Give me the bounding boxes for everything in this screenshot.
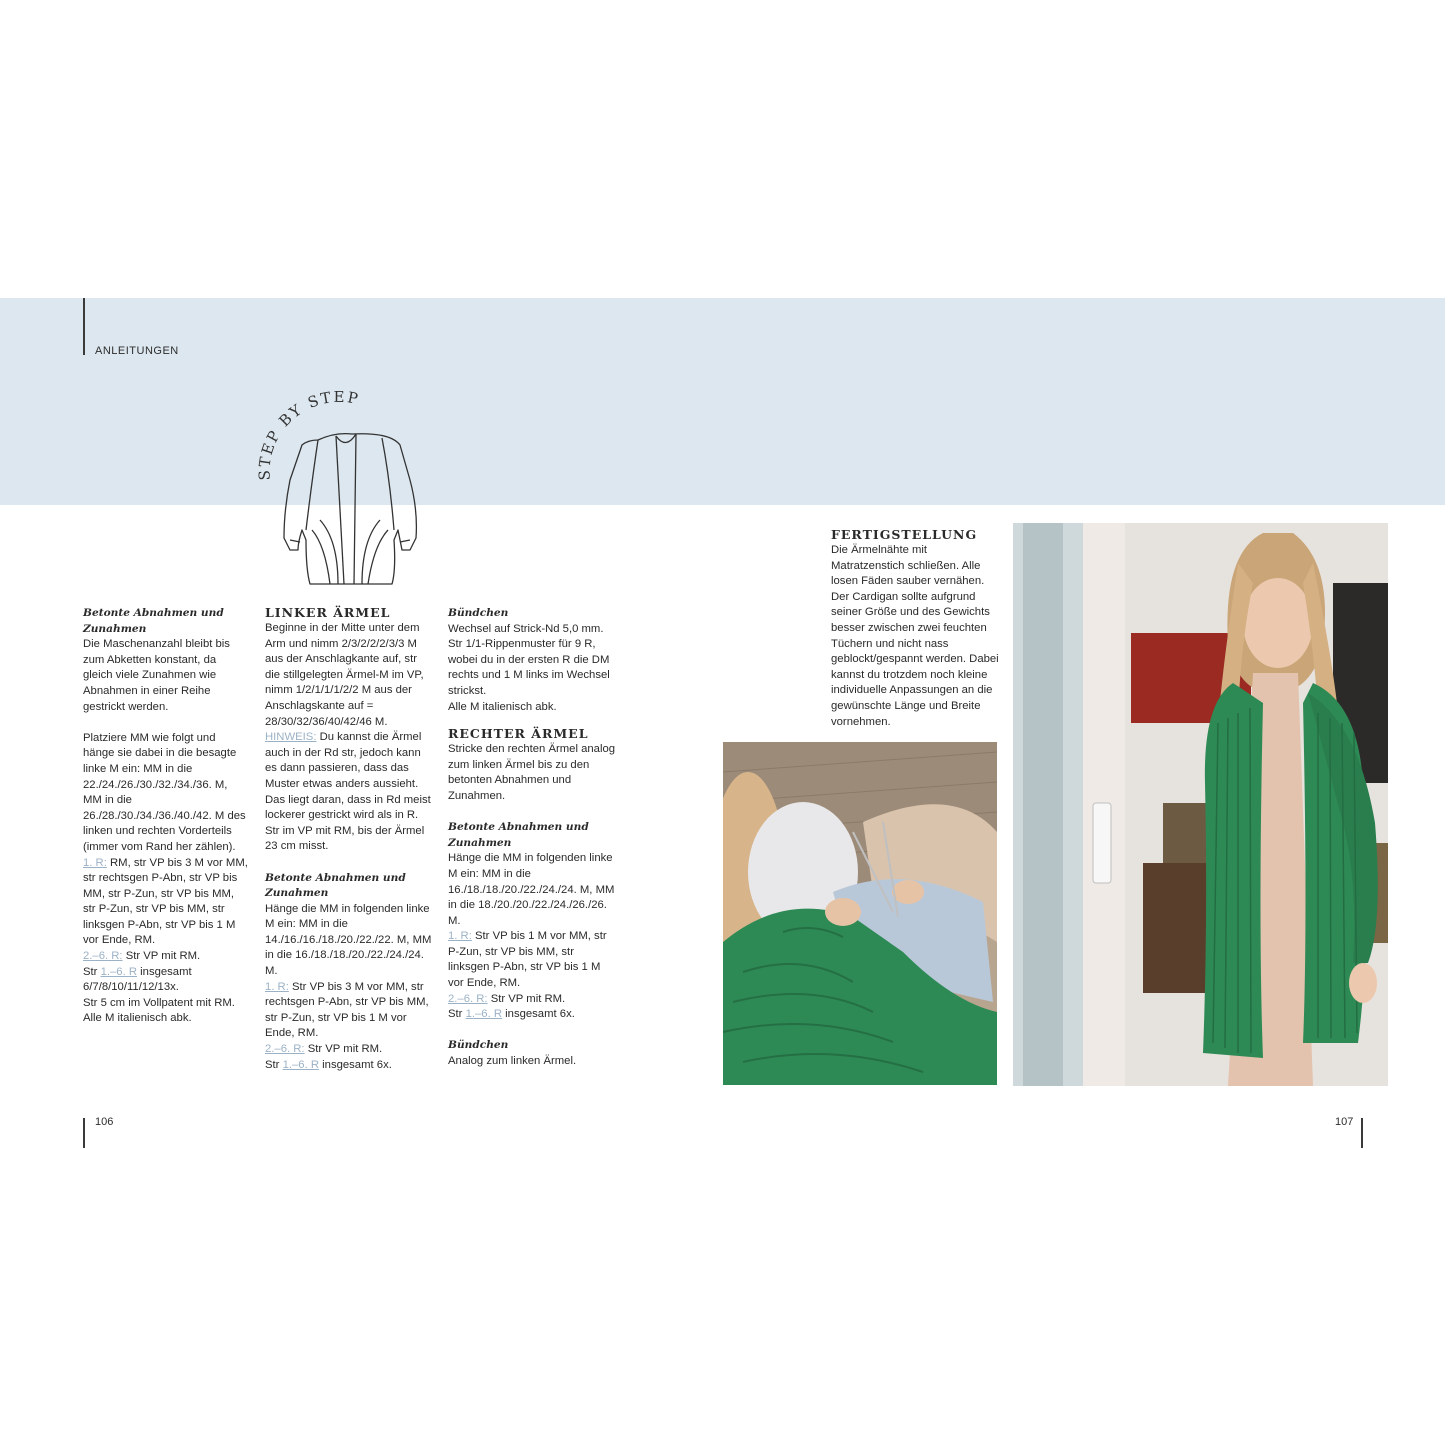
row-text: RM, str VP bis 3 M vor MM, str rechtsgen P-Abn, str VP bis MM, str P-Zun, str VP bis MM, str P-Zun, str VP bis MM, str linksgen P-Abn, str VP bis 1 M vor Ende, RM. <box>83 856 248 947</box>
row-text: Str <box>265 1058 283 1071</box>
column-3 <box>448 606 618 1070</box>
instruction-row <box>265 1042 433 1058</box>
paragraph: Str im VP mit RM, bis der Ärmel 23 cm misst. <box>265 824 425 853</box>
row-label: 2.–6. R: <box>83 950 123 963</box>
section-heading: FERTIGSTELLUNG <box>831 527 978 542</box>
page-number-left: 106 <box>95 1116 114 1128</box>
column-4 <box>831 526 1001 730</box>
section-heading: RECHTER ÄRMEL <box>448 726 589 742</box>
paragraph: Wechsel auf Strick-Nd 5,0 mm. <box>448 622 604 635</box>
row-text: Str VP mit RM. <box>122 950 201 963</box>
instruction-row <box>265 980 433 1042</box>
page-number-right: 107 <box>1335 1116 1354 1128</box>
instruction-row <box>83 856 248 950</box>
row-text: insgesamt 6x. <box>502 1008 575 1021</box>
model-photo <box>1013 523 1388 1086</box>
footer-rule-right <box>1361 1118 1363 1148</box>
instruction-row <box>448 929 618 991</box>
paragraph: Die Ärmelnähte mit Matratzenstich schließen. Alle losen Fäden sauber vernähen. Der Cardigan sollte aufgrund seiner Größe und des Gewichts besser zwischen zwei feuchten Tüchern und nicht nass geblockt/gespannt werden. Dabei kannst du trotzdem noch kleine individuelle Anpassungen an die gewünschte Länge und Breite vornehmen. <box>831 544 999 728</box>
column-2 <box>265 604 433 1073</box>
paragraph: Alle M italienisch abk. <box>83 1012 192 1025</box>
instruction-row <box>448 992 618 1008</box>
instruction-row <box>83 949 248 965</box>
subheading: Bündchen <box>448 1039 509 1052</box>
paragraph: Stricke den rechten Ärmel analog zum linken Ärmel bis zu den betonten Abnahmen und Zunahmen. <box>448 743 616 802</box>
row-text: Str VP mit RM. <box>304 1043 383 1056</box>
hint-paragraph <box>265 730 433 824</box>
row-label: 2.–6. R: <box>265 1043 305 1056</box>
row-text: Str <box>448 1008 466 1021</box>
section-rule <box>83 298 85 355</box>
knitting-photo <box>723 742 997 1085</box>
row-text: Str VP bis 1 M vor MM, str P-Zun, str VP bis MM, str linksgen P-Abn, str VP bis 1 M vor Ende, RM. <box>448 930 607 990</box>
row-label: 1.–6. R <box>100 965 138 978</box>
instruction-row <box>265 1058 433 1074</box>
cardigan-sketch-icon <box>284 434 416 584</box>
row-text: Str <box>83 965 101 978</box>
paragraph: Platziere MM wie folgt und hänge sie dabei in die besagte linke M ein: MM in die 22./24./26./30./32./34./36. M, MM in die 26./28./30./34./36./40./42. M des linken und rechten Vorderteils (immer vom Rand her zählen). <box>83 731 246 853</box>
row-label: 1. R: <box>265 980 289 993</box>
row-label: 2.–6. R: <box>448 992 488 1005</box>
instruction-row <box>448 1007 618 1023</box>
subheading: Bündchen <box>448 607 509 619</box>
paragraph: Analog zum linken Ärmel. <box>448 1055 577 1068</box>
row-text: Str VP bis 3 M vor MM, str rechtsgen P-Abn, str VP bis MM, str P-Zun, str VP bis 1 M vor Ende, RM. <box>265 980 429 1040</box>
subheading: Betonte Abnahmen und Zunahmen <box>83 607 224 635</box>
hint-text: Du kannst die Ärmel auch in der Rd str, jedoch kann es dann passieren, dass das Muster etwas anders aussieht. Das liegt daran, dass in Rd meist lockerer gestrickt wird als in R. <box>265 731 431 822</box>
row-label: 1.–6. R <box>465 1008 503 1021</box>
section-label: ANLEITUNGEN <box>95 345 179 357</box>
instruction-row <box>83 965 248 996</box>
paragraph: Hänge die MM in folgenden linke M ein: MM in die 14./16./16./18./20./22./22. M, MM in die 16./18./18./20./22./24./24. M. <box>265 902 432 978</box>
step-by-step-illustration <box>240 380 430 590</box>
row-label: 1. R: <box>83 856 107 869</box>
hint-label: HINWEIS: <box>265 731 317 744</box>
step-by-step-badge: STEP BY STEP <box>255 387 362 481</box>
paragraph: Beginne in der Mitte unter dem Arm und nimm 2/3/2/2/2/3/3 M aus der Anschlagkante auf, str die stillgelegten Ärmel-M im VP, nimm 1/2/1/1/1/2/2 M aus der Anschlagskante auf = 28/30/32/36/40/42/46 M. <box>265 622 424 728</box>
paragraph: Hänge die MM in folgenden linke M ein: MM in die 16./18./18./20./22./24./24. M, MM in die 18./20./20./22./24./26./26. M. <box>448 852 615 927</box>
section-heading: LINKER ÄRMEL <box>265 605 391 620</box>
paragraph: Str 5 cm im Vollpatent mit RM. <box>83 996 235 1009</box>
row-text: insgesamt 6x. <box>319 1058 392 1071</box>
row-label: 1.–6. R <box>282 1058 320 1071</box>
paragraph: Str 1/1-Rippenmuster für 9 R, wobei du in der ersten R die DM rechts und 1 M links im Wechsel strickst. <box>448 638 610 697</box>
header-band <box>0 298 1445 505</box>
subheading: Betonte Abnahmen und Zunahmen <box>448 821 589 849</box>
paragraph: Alle M italienisch abk. <box>448 700 557 713</box>
row-label: 1. R: <box>448 930 472 943</box>
paragraph: Die Maschenanzahl bleibt bis zum Abketten konstant, da gleich viele Zunahmen wie Abnahmen in einer Reihe gestrickt werden. <box>83 638 230 713</box>
row-text: Str VP mit RM. <box>487 992 566 1005</box>
column-1 <box>83 606 248 1027</box>
footer-rule-left <box>83 1118 85 1148</box>
row-text: insgesamt 6/7/8/10/11/12/13x. <box>83 965 192 994</box>
subheading: Betonte Abnahmen und Zunahmen <box>265 871 406 900</box>
